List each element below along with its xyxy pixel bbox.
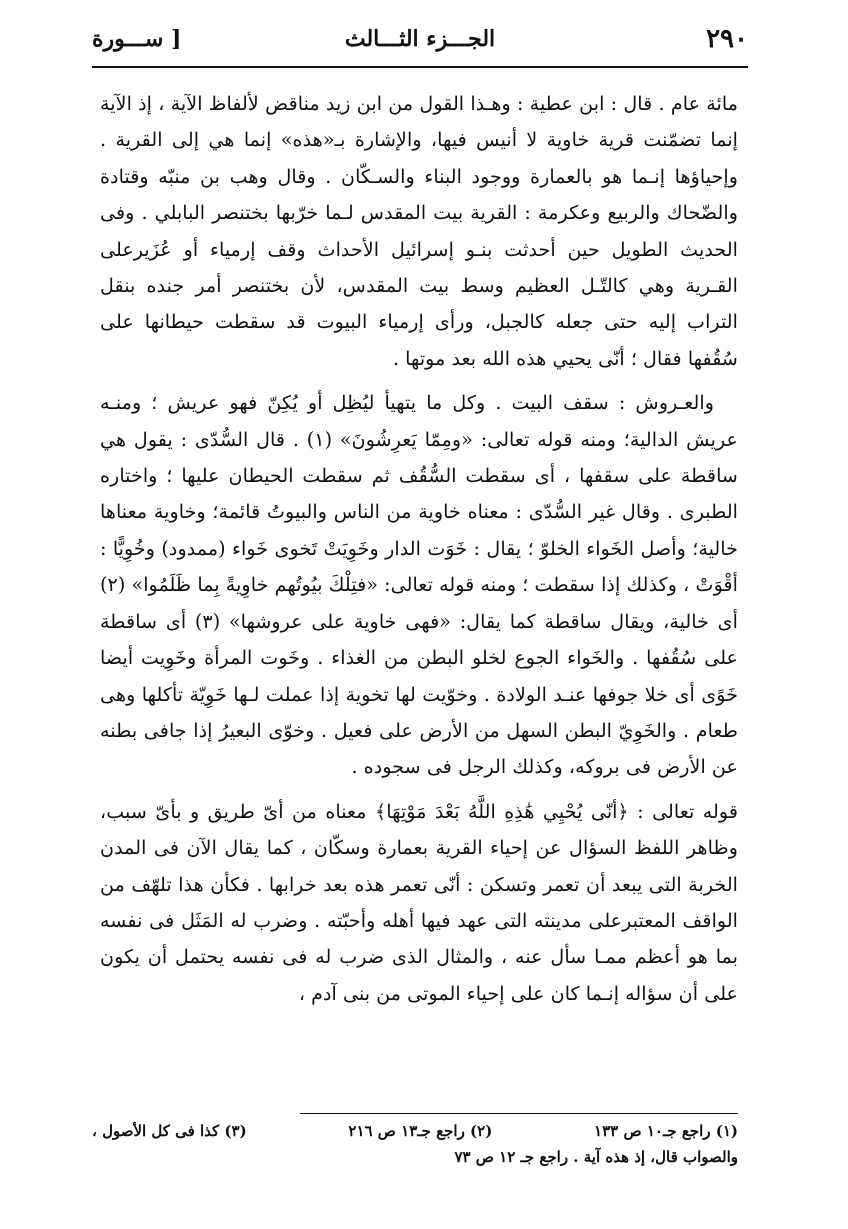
page-header: [92, 22, 748, 62]
header-rule: [92, 66, 748, 68]
paragraph-3: قوله تعالى : ﴿أنّى يُحْيِي هَٰذِهِ اللَّهُ بَعْدَ مَوْتِهَا﴾ معناه من أىّ طريق و بأىّ سبب، وظاهر اللفظ السؤال عن إحياء القرية بعمارة وسكّان ، كما يقال الآن فى المدن الخربة التى يبعد أن تعمر وتسكن : أنّى تعمر هذه بعد خرابها . فكأن هذا تلهّف من الواقف المعتبرعلى مدينته التى عهد فيها أهله وأحبّته . وضرب له المَثَل فى نفسه بما هو أعظم ممـا سأل عنه ، والمثال الذى ضرب له فى نفسه يحتمل أن يكون على أن سؤاله إنـما كان على إحياء الموتى من بنى آدم ،: [100, 799, 738, 1005]
footnote-row: [92, 1118, 738, 1144]
surah-label: [ ســـورة: [92, 26, 182, 52]
footnote-3: (٣) كذا فى كل الأصول ،: [92, 1122, 247, 1140]
page-number: ٢٩٠: [706, 24, 748, 54]
main-text: [100, 86, 738, 1012]
footnote-1: (١) راجع جـ١٠ ص ١٣٣: [594, 1122, 738, 1140]
paragraph-2: والعـروش : سقف البيت . وكل ما يتهيأ ليُظِل أو يُكِنّ فهو عريش ؛ ومنـه عريش الدالية؛ ومنه قوله تعالى: «ومِمّا يَعرِشُونَ» (١) . قال السُّدّى : يقول هي ساقطة على سقفها ، أى سقطت السُّقُف ثم سقطت الحيطان عليها ؛ واختاره الطبرى . وقال غير السُّدّى : معناه خاوية من الناس والبيوتُ قائمة؛ وخاوية معناها خالية؛ وأصل الخَواء الخلوّ ؛ يقال : خَوَت الدار وخَوِيَتْ تَخوى خَواء (ممدود) وخُوِيًّا : أقْوَتْ ، وكذلك إذا سقطت ؛ ومنه قوله تعالى: «فتِلْكَ بيُوتُهم خاوِيةً بِما ظَلَمُوا» (٢) أى خالية، ويقال ساقطة كما يقال: «فهى خاوية على عروشها» (٣) أى ساقطة على سُقُفها . والخَواء الجوع لخلو البطن من الغذاء . وخَوت المرأة وخَوِيت أيضا خَوًى أى خلا جوفها عنـد الولادة . وخوّيت لها تخوية إذا عملت لـها خَوِيّة تأكلها وهى طعام . والخَوِيّ البطن السهل من الأرض على فعيل . وخوّى البعيرُ إذا جافى بطنه عن الأرض فى بروكه، وكذلك الرجل فى سجوده .: [100, 391, 739, 779]
footnotes: [92, 1118, 738, 1170]
footnote-rule: [300, 1113, 738, 1114]
paragraph-1: مائة عام . قال : ابن عطية : وهـذا القول من ابن زيد مناقض لألفاظ الآية ، إذ الآية إنما تضمّنت قرية خاوية لا أنيس فيها، والإشارة بـ«هذه» إنما هي إلى القرية . وإحياؤها إنـما هو بالعمارة ووجود البناء والسـكّان . وقال وهب بن منبّه وقتادة والضّحاك والربيع وعكرمة : القرية بيت المقدس لـما خرّبها بختنصر البابلي . وفى الحديث الطويل حين أحدثت بنـو إسرائيل الأحداث وقف إرمياء أو عُزَيرعلى القـرية وهي كالتّـل العظيم وسط بيت المقدس، لأن بختنصر أمر جنده بنقل التراب إليه حتى جعله كالجبل، ورأى إرمياء البيوت قد سقطت حيطانها على سُقُفها فقال ؛ أنّى يحيي هذه الله بعد موتها .: [100, 92, 738, 370]
running-title: الجـــزء الثـــالث: [344, 26, 496, 52]
footnote-2: (٢) راجع جـ١٣ ص ٢١٦: [348, 1122, 493, 1140]
footnote-3-continuation: والصواب قال، إذ هذه آية . راجع جـ ١٢ ص ٧٣: [454, 1148, 738, 1166]
